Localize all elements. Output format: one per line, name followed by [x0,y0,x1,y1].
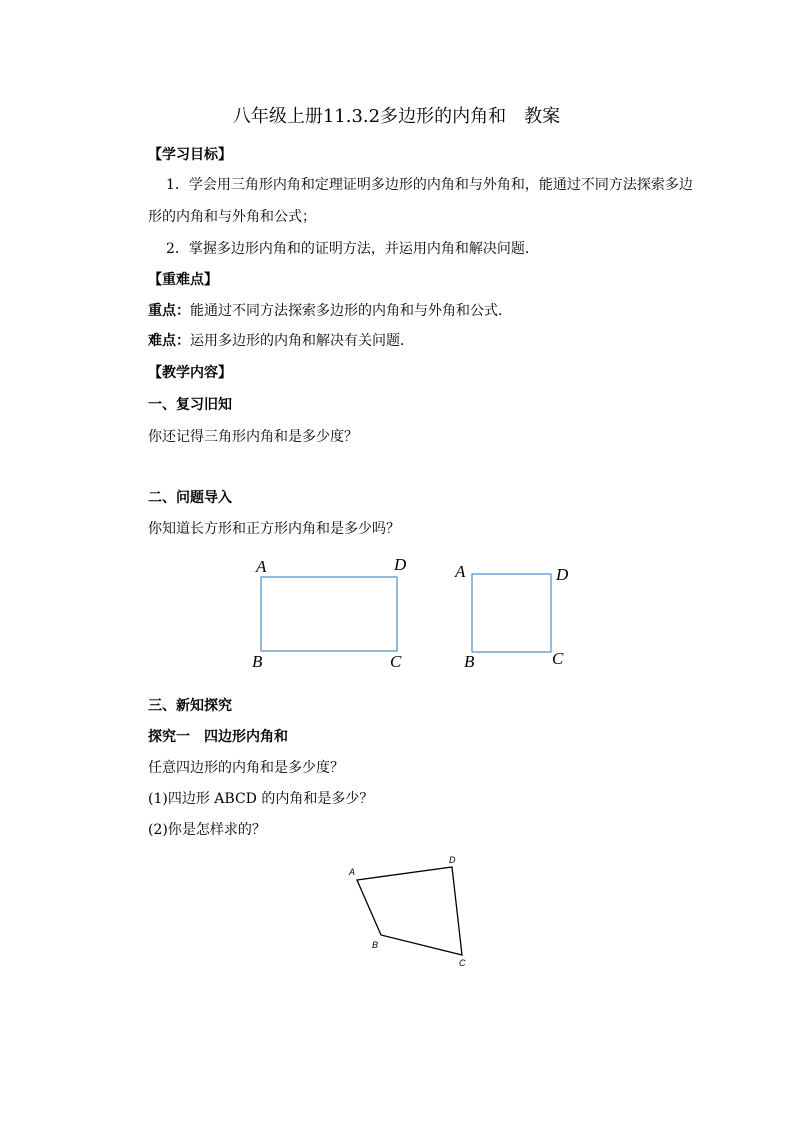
review-heading: 一、复习旧知 [148,397,232,413]
intro-question: 你知道长方形和正方形内角和是多少吗？ [148,521,400,537]
objectives-heading: 【学习目标】 [148,147,232,163]
difficult-point-text: 运用多边形的内角和解决有关问题． [190,333,414,349]
explore-heading: 三、新知探究 [148,698,232,714]
intro-heading: 二、问题导入 [148,490,232,506]
square-figure [472,574,551,652]
page-title-suffix: 教案 [524,106,561,127]
rectangle-label-a: A [256,557,267,576]
objective-item-1-line-1: 1．学会用三角形内角和定理证明多边形的内角和与外角和，能通过不同方法探索多边 [166,177,693,193]
content-heading: 【教学内容】 [148,365,232,381]
square-label-d: D [556,565,569,584]
rectangle-label-d: D [394,555,407,574]
explore1-title: 四边形内角和 [204,729,288,745]
explore1-label: 探究一 [148,729,190,745]
square-label-b: B [464,652,475,671]
quadrilateral-label-a: A [349,867,356,877]
explore1-heading [148,728,288,746]
page-title-main: 八年级上册11.3.2多边形的内角和 [232,106,507,127]
sub-question-1: (1)四边形 ABCD 的内角和是多少？ [148,791,374,807]
square-label-a: A [455,562,466,581]
quadrilateral-label-c: C [459,958,466,968]
quadrilateral-label-d: D [449,855,456,865]
rectangle-figure [261,577,397,651]
key-points-heading: 【重难点】 [148,272,218,288]
quadrilateral-label-b: B [372,940,379,950]
explore1-question: 任意四边形的内角和是多少度？ [148,760,344,776]
rectangle-label-b: B [252,652,263,671]
difficult-point-label: 难点： [148,333,190,349]
sub-question-2: (2)你是怎样求的？ [148,822,266,838]
objective-item-2: 2．掌握多边形内角和的证明方法，并运用内角和解决问题． [166,241,539,257]
square-label-c: C [552,649,564,668]
key-point-text: 能通过不同方法探索多边形的内角和与外角和公式． [190,303,512,319]
rectangle-label-c: C [390,652,402,671]
review-question: 你还记得三角形内角和是多少度？ [148,429,358,445]
objective-item-1-line-2: 形的内角和与外角和公式； [148,209,316,225]
key-point-label: 重点： [148,303,190,319]
